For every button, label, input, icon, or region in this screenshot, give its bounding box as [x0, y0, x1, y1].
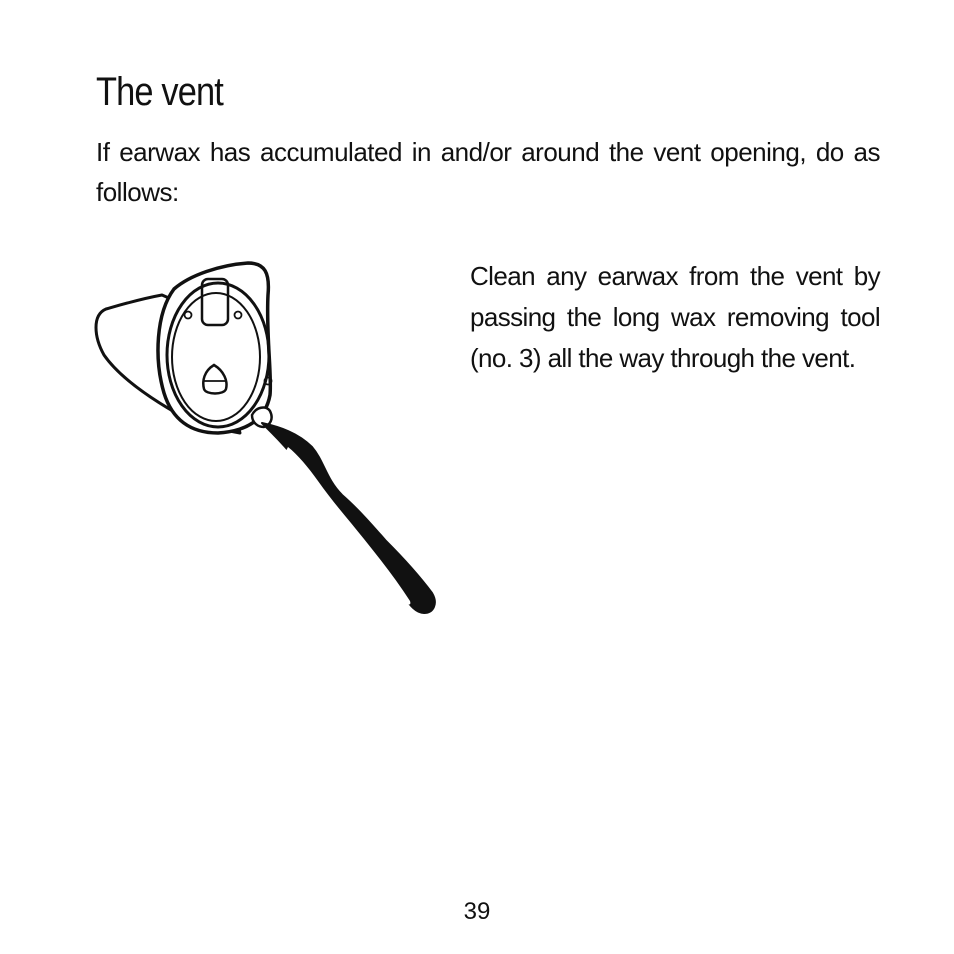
page-title: The vent	[96, 70, 223, 114]
hearing-aid-illustration	[90, 255, 450, 625]
wax-tool-highlight	[286, 447, 410, 604]
hearing-aid-with-wax-tool-icon	[90, 255, 450, 625]
intro-paragraph: If earwax has accumulated in and/or around the vent opening, do as follows:	[96, 137, 880, 207]
page-number: 39	[463, 898, 491, 925]
instruction-paragraph: Clean any earwax from the vent by passing the long wax removing tool (no. 3) all the way through the vent.	[470, 261, 880, 373]
